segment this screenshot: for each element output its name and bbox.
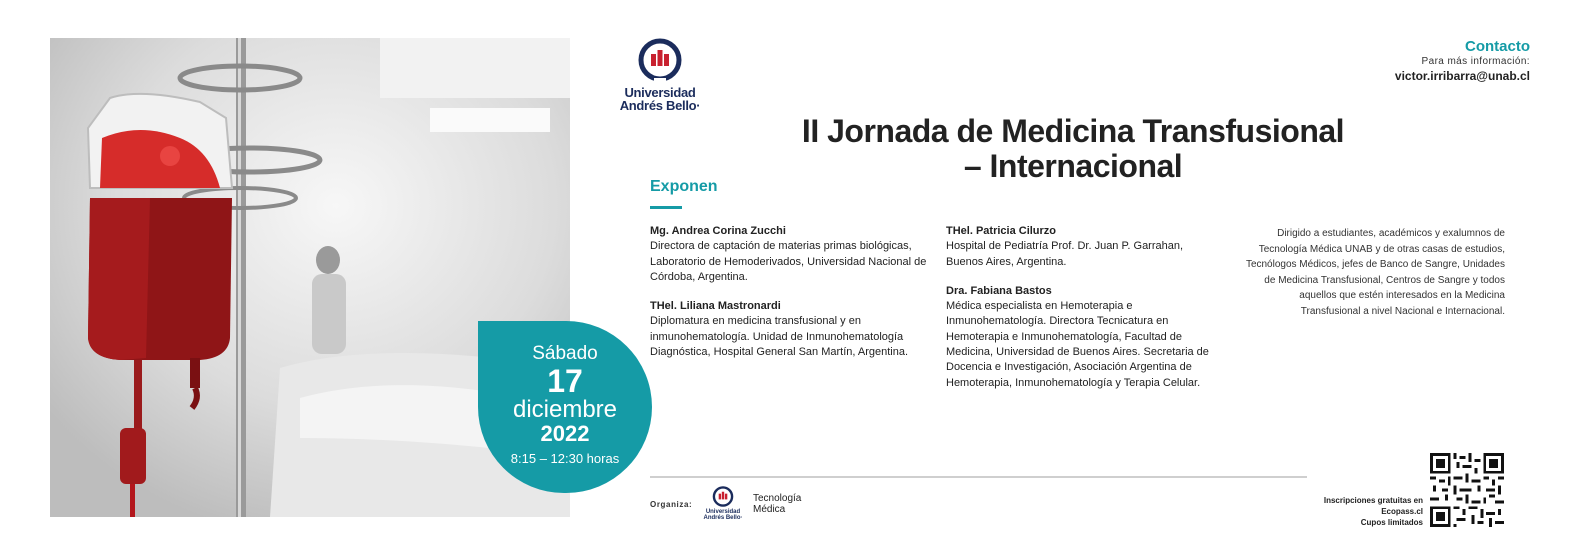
speakers-heading-rule	[650, 206, 682, 209]
date-day: Sábado	[532, 343, 598, 364]
qr-code-icon[interactable]	[1430, 453, 1504, 527]
registration-line-3: Cupos limitados	[1360, 518, 1423, 527]
speakers-heading: Exponen	[650, 178, 718, 195]
speaker-name: Mg. Andrea Corina Zucchi	[650, 225, 786, 237]
tecmed-line-1: Tecnología	[753, 493, 802, 504]
speaker-entry	[946, 284, 1216, 391]
speaker-name: THel. Patricia Cilurzo	[946, 225, 1057, 237]
unab-crest-small-icon	[712, 486, 734, 508]
speakers-column-right	[946, 224, 1216, 405]
contact-block	[1395, 38, 1530, 83]
unab-logo	[612, 38, 708, 112]
date-number: 17	[547, 363, 583, 399]
speaker-entry	[650, 224, 940, 285]
contact-title: Contacto	[1465, 38, 1530, 55]
unab-crest-icon	[638, 38, 682, 84]
speakers-column-left	[650, 224, 940, 374]
speaker-description: Diplomatura en medicina transfusional y en inmunohematología. Unidad de Inmunohematología Diagnóstica, Hospital General San Martín, Argentina.	[650, 315, 909, 359]
registration-line-2[interactable]: Ecopass.cl	[1381, 507, 1423, 516]
registration-info	[1324, 495, 1423, 528]
event-title-line-1: II Jornada de Medicina Transfusional	[801, 113, 1345, 149]
speaker-name: THel. Liliana Mastronardi	[650, 300, 781, 313]
date-month: diciembre	[512, 396, 618, 423]
audience-text: Dirigido a estudiantes, académicos y exalumnos de Tecnología Médica UNAB y de otras casas de estudios, Tecnólogos Médicos, jefes de Banco de Sangre, Unidades de Medicina Transfusional, Centros de Sangre y todos aquellos que estén interesados en la Medicina Transfusional a nivel Nacional e Internacional.	[1245, 228, 1505, 317]
speaker-description: Hospital de Pediatría Prof. Dr. Juan P. Garrahan, Buenos Aires, Argentina.	[946, 240, 1184, 268]
contact-email[interactable]: victor.irribarra@unab.cl	[1394, 69, 1530, 83]
tecnologia-medica-label	[753, 493, 801, 515]
date-hours: 8:15 – 12:30 horas	[510, 451, 620, 466]
registration-line-1: Inscripciones gratuitas en	[1323, 496, 1423, 505]
date-badge	[478, 321, 652, 493]
org-logo-line-1: Universidad	[705, 509, 741, 515]
organizer-unab-logo	[700, 486, 746, 521]
date-year: 2022	[540, 421, 590, 446]
speaker-entry	[946, 224, 1216, 270]
tecmed-line-2: Médica	[753, 504, 786, 515]
event-title	[740, 114, 1406, 184]
speaker-name: Dra. Fabiana Bastos	[946, 284, 1052, 297]
organiza-label: Organiza:	[650, 500, 693, 509]
contact-subtitle: Para más información:	[1421, 56, 1530, 67]
footer-divider	[650, 476, 1307, 478]
event-title-line-2: – Internacional	[963, 148, 1183, 184]
speaker-description: Directora de captación de materias primas biológicas, Laboratorio de Hemoderivados, Universidad Nacional de Córdoba, Argentina.	[650, 240, 927, 283]
logo-line-2: Andrés Bello·	[619, 98, 701, 113]
org-logo-line-2: Andrés Bello·	[703, 515, 743, 521]
speaker-description: Médica especialista en Hemoterapia e Inmunohematología. Directora Tecnicatura en Hemoterapia e Inmunohematología, Facultad de Medicina, Universidad de Buenos Aires. Secretaria de Docencia e Investigación, Asociación Argentina de Hemoterapia, Inmunohematología y Terapia Celular.	[946, 300, 1209, 389]
speaker-entry	[650, 299, 940, 360]
logo-line-1: Universidad	[624, 85, 696, 100]
